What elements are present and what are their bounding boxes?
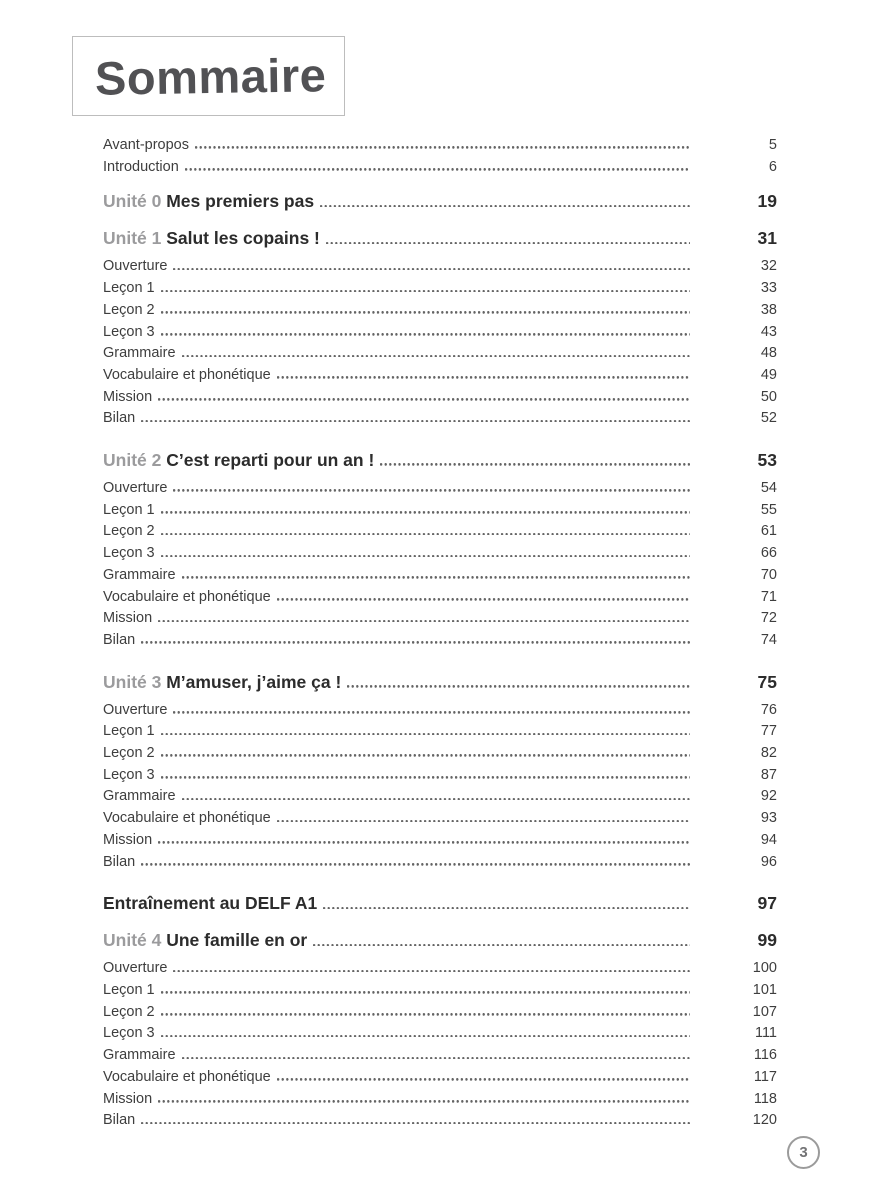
toc-entry-label: Leçon 1 <box>103 501 155 518</box>
page-number: 76 <box>760 701 777 718</box>
toc-entry-label: Vocabulaire et phonétique <box>103 366 271 383</box>
toc-entry-label: Bilan <box>103 1112 136 1129</box>
toc-entry <box>103 852 777 874</box>
unit-prefix: Unité 1 <box>103 228 167 249</box>
dot-leader <box>380 463 690 466</box>
toc-entry-label: Bilan <box>103 631 136 648</box>
toc-section-header <box>103 447 777 473</box>
unit-title: Une famille en or <box>166 930 308 951</box>
page-number: 38 <box>760 301 777 318</box>
toc-entry <box>103 543 777 565</box>
toc-entry <box>103 278 777 300</box>
toc-entry-label: Leçon 2 <box>103 523 155 540</box>
page-number: 120 <box>752 1112 777 1129</box>
toc-entry <box>103 387 777 409</box>
toc-entry-label: Mission <box>103 831 153 848</box>
page-number: 100 <box>752 960 777 977</box>
dot-leader <box>141 641 690 644</box>
toc-entry-label: Ouverture <box>103 258 168 275</box>
toc-entry-label: Leçon 2 <box>103 301 155 318</box>
page-number: 107 <box>752 1003 777 1020</box>
toc-entry <box>103 135 777 157</box>
dot-leader <box>158 841 690 844</box>
toc-entry-label: Leçon 2 <box>103 1003 155 1020</box>
page-number: 55 <box>760 501 777 518</box>
dot-leader <box>161 733 690 736</box>
page-number: 72 <box>760 610 777 627</box>
page-number: 52 <box>760 410 777 427</box>
toc-entry <box>103 1045 777 1067</box>
dot-leader <box>326 242 690 245</box>
toc-section-header <box>103 225 777 251</box>
dot-leader <box>161 533 690 536</box>
toc-entry <box>103 721 777 743</box>
toc-entry <box>103 1089 777 1111</box>
page-number: 117 <box>753 1068 777 1085</box>
toc-section-label <box>103 669 341 695</box>
page-title: Sommaire <box>94 47 327 105</box>
toc-section-header <box>103 669 777 695</box>
unit-title: C’est reparti pour un an ! <box>166 450 375 471</box>
page-number: 92 <box>760 788 777 805</box>
toc-entry-label: Vocabulaire et phonétique <box>103 588 271 605</box>
toc-entry <box>103 958 777 980</box>
toc-entry <box>103 322 777 344</box>
dot-leader <box>277 1078 690 1081</box>
toc-entry <box>103 786 777 808</box>
unit-prefix: Unité 0 <box>103 191 167 212</box>
toc-entry <box>103 980 777 1002</box>
page-number: 111 <box>754 1025 777 1042</box>
toc-entry-label: Grammaire <box>103 788 176 805</box>
page-number: 53 <box>757 450 777 471</box>
dot-leader <box>277 598 690 601</box>
page-number: 101 <box>752 981 777 998</box>
dot-leader <box>182 576 690 579</box>
toc-entry <box>103 343 777 365</box>
dot-leader <box>158 1100 690 1103</box>
toc-entry <box>103 478 777 500</box>
page-number: 96 <box>760 853 777 870</box>
toc-entry <box>103 1110 777 1132</box>
dot-leader <box>347 685 690 688</box>
unit-prefix: Unité 3 <box>103 671 167 692</box>
toc-entry <box>103 743 777 765</box>
toc-section-header <box>103 890 777 916</box>
toc-entry-label: Bilan <box>103 410 136 427</box>
dot-leader <box>161 1035 690 1038</box>
toc-entry <box>103 1023 777 1045</box>
toc-entry <box>103 157 777 179</box>
toc-entry <box>103 500 777 522</box>
page-number: 66 <box>760 545 777 562</box>
dot-leader <box>277 820 690 823</box>
dot-leader <box>320 205 690 208</box>
dot-leader <box>323 907 690 910</box>
page-number: 48 <box>760 345 777 362</box>
unit-title: Entraînement au DELF A1 <box>103 893 318 914</box>
dot-leader <box>185 168 690 171</box>
toc-entry-label: Leçon 1 <box>103 981 155 998</box>
toc-section-label <box>103 225 320 251</box>
dot-leader <box>173 970 690 973</box>
toc-entry-label: Grammaire <box>103 566 176 583</box>
dot-leader <box>161 991 690 994</box>
toc-section-label <box>103 927 307 953</box>
dot-leader <box>161 311 690 314</box>
toc-entry <box>103 365 777 387</box>
toc-entry <box>103 1067 777 1089</box>
page-number: 99 <box>757 930 777 951</box>
dot-leader <box>158 398 690 401</box>
page-number: 6 <box>768 158 777 175</box>
page-number: 74 <box>760 631 777 648</box>
toc-entry <box>103 256 777 278</box>
page-number: 19 <box>757 191 777 212</box>
toc-entry-label: Leçon 3 <box>103 545 155 562</box>
toc-entry <box>103 808 777 830</box>
dot-leader <box>161 555 690 558</box>
dot-leader <box>161 511 690 514</box>
toc-entry-label: Leçon 2 <box>103 745 155 762</box>
dot-leader <box>313 944 690 947</box>
toc-entry <box>103 765 777 787</box>
toc-entry <box>103 408 777 430</box>
toc-section-label <box>103 890 317 916</box>
toc-entry-label: Mission <box>103 1090 153 1107</box>
toc-section-header <box>103 927 777 953</box>
toc-entry-label: Bilan <box>103 853 136 870</box>
page-number: 87 <box>760 766 777 783</box>
dot-leader <box>195 146 690 149</box>
toc-entry <box>103 608 777 630</box>
page-number: 118 <box>753 1090 777 1107</box>
page-number: 32 <box>760 258 777 275</box>
toc-entry <box>103 630 777 652</box>
dot-leader <box>161 290 690 293</box>
toc-entry-label: Mission <box>103 388 153 405</box>
page-number: 75 <box>757 671 777 692</box>
toc-entry-label: Leçon 1 <box>103 280 155 297</box>
dot-leader <box>277 376 690 379</box>
toc-entry-label: Mission <box>103 610 153 627</box>
toc-entry <box>103 521 777 543</box>
page-title-box <box>75 38 342 114</box>
page-number: 49 <box>760 366 777 383</box>
folio-badge <box>787 1136 820 1169</box>
dot-leader <box>173 268 690 271</box>
toc-section-label <box>103 447 374 473</box>
toc-entry <box>103 1002 777 1024</box>
dot-leader <box>173 711 690 714</box>
page-number: 43 <box>760 323 777 340</box>
toc-section-header <box>103 188 777 214</box>
unit-prefix: Unité 4 <box>103 930 167 951</box>
toc-entry-label: Grammaire <box>103 345 176 362</box>
page-number: 82 <box>760 745 777 762</box>
page-number: 33 <box>760 280 777 297</box>
toc-entry-label: Ouverture <box>103 960 168 977</box>
toc-entry <box>103 700 777 722</box>
dot-leader <box>161 333 690 336</box>
toc-entry <box>103 830 777 852</box>
toc-entry-label: Leçon 3 <box>103 323 155 340</box>
toc-entry-label: Vocabulaire et phonétique <box>103 1068 271 1085</box>
toc-entry <box>103 587 777 609</box>
toc-entry-label: Leçon 3 <box>103 1025 155 1042</box>
page-number: 70 <box>760 566 777 583</box>
toc-entry-label: Vocabulaire et phonétique <box>103 810 271 827</box>
dot-leader <box>182 1057 690 1060</box>
page-number: 93 <box>760 810 777 827</box>
toc-entry <box>103 565 777 587</box>
toc-entry-label: Introduction <box>103 158 179 175</box>
dot-leader <box>141 420 690 423</box>
toc-entry-label: Leçon 3 <box>103 766 155 783</box>
dot-leader <box>161 754 690 757</box>
page-number: 31 <box>757 228 777 249</box>
dot-leader <box>182 355 690 358</box>
page-number: 94 <box>760 831 777 848</box>
toc-entry-label: Leçon 1 <box>103 723 155 740</box>
toc-entry-label: Ouverture <box>103 701 168 718</box>
page-number: 61 <box>760 523 777 540</box>
dot-leader <box>158 620 690 623</box>
page-number: 54 <box>760 480 777 497</box>
unit-title: Mes premiers pas <box>166 191 315 212</box>
toc-entry-label: Avant-propos <box>103 137 189 153</box>
page-number: 50 <box>760 388 777 405</box>
dot-leader <box>141 1122 690 1125</box>
page-number: 116 <box>753 1047 777 1064</box>
dot-leader <box>182 798 690 801</box>
dot-leader <box>161 1013 690 1016</box>
page-number: 5 <box>768 137 777 153</box>
dot-leader <box>141 863 690 866</box>
toc-section-label <box>103 188 314 214</box>
unit-title: Salut les copains ! <box>166 228 320 249</box>
toc-entry-label: Ouverture <box>103 480 168 497</box>
page-number: 71 <box>760 588 777 605</box>
unit-title: M’amuser, j’aime ça ! <box>166 671 342 692</box>
toc-entry-label: Grammaire <box>103 1047 176 1064</box>
page-number: 77 <box>760 723 777 740</box>
folio-number: 3 <box>799 1144 808 1161</box>
dot-leader <box>161 776 690 779</box>
unit-prefix: Unité 2 <box>103 450 167 471</box>
toc-entry <box>103 300 777 322</box>
page-number: 97 <box>757 893 777 914</box>
table-of-contents <box>103 135 777 1132</box>
dot-leader <box>173 489 690 492</box>
